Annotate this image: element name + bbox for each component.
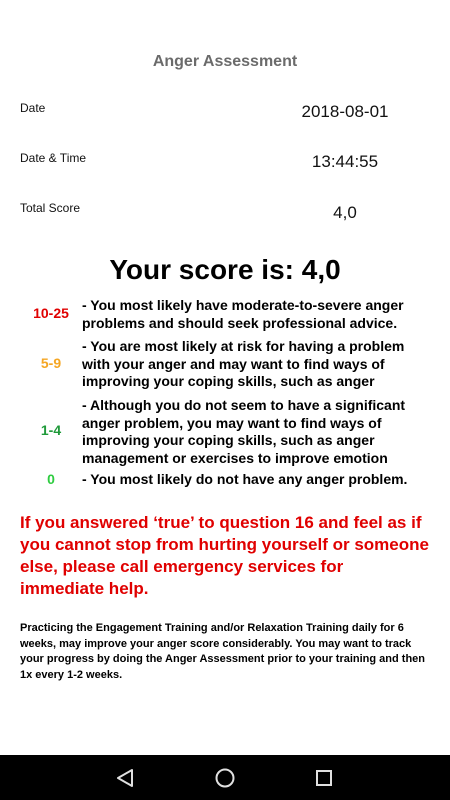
home-icon: [214, 767, 236, 789]
range-label: 10-25: [33, 305, 69, 321]
range-label: 1-4: [40, 422, 62, 438]
total-score-value: 4,0: [333, 203, 357, 222]
system-nav-bar: [0, 755, 450, 800]
datetime-value: 13:44:55: [311, 152, 379, 171]
total-score-label: Total Score: [20, 201, 81, 215]
score-heading: Your score is: 4,0: [109, 254, 341, 285]
nav-back-button[interactable]: [95, 755, 155, 800]
range-label: 0: [47, 471, 55, 487]
total-score-row: [20, 201, 430, 225]
datetime-row: [20, 151, 430, 175]
range-description: - You most likely do not have any anger problem.: [82, 471, 408, 487]
range-label: 5-9: [40, 355, 62, 371]
datetime-label: Date & Time: [20, 151, 87, 165]
nav-home-button[interactable]: [195, 755, 255, 800]
nav-recents-button[interactable]: [294, 755, 354, 800]
range-description: - Although you do not seem to have a significant anger problem, you may want to find ways of improving your coping skills, such as anger management or exercises to improve emotion: [82, 397, 406, 466]
recents-icon: [313, 767, 335, 789]
page-title: Anger Assessment: [152, 53, 298, 70]
range-description: - You most likely have moderate-to-severe anger problems and should seek professional advice.: [82, 297, 404, 331]
back-icon: [114, 767, 136, 789]
emergency-warning: If you answered ‘true’ to question 16 and feel as if you cannot stop from hurting yourself or someone else, please call emergency services for immediate help.: [20, 513, 429, 598]
date-value: 2018-08-01: [301, 102, 389, 121]
range-description: - You are most likely at risk for having a problem with your anger and may want to find ways of improving your coping skills, such as anger: [82, 338, 405, 389]
date-label: Date: [20, 101, 46, 115]
advice-text: Practicing the Engagement Training and/or Relaxation Training daily for 6 weeks, may improve your anger score considerably. You may want to track your progress by doing the Anger Assessment prior to your training and then 1x every 1-2 weeks.: [20, 622, 426, 681]
date-row: [20, 101, 430, 125]
